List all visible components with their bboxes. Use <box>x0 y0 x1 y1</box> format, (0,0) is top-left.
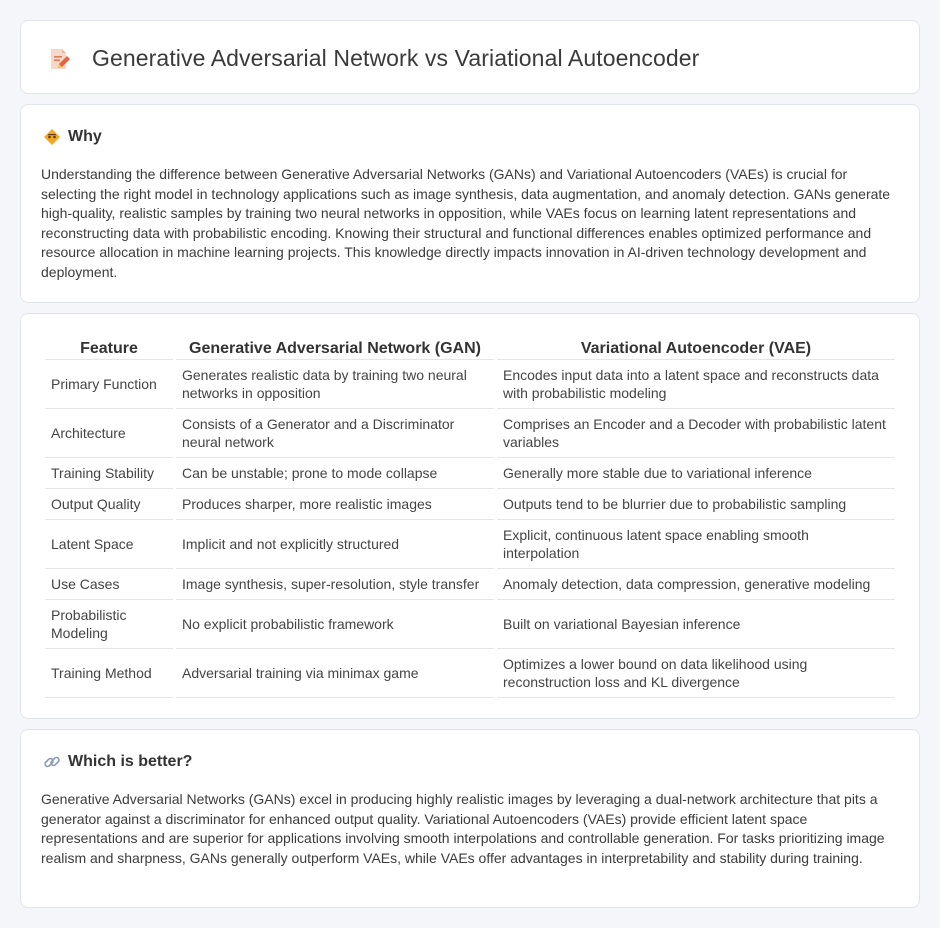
vae-cell: Optimizes a lower bound on data likelihood using reconstruction loss and KL divergence <box>497 649 895 698</box>
table-row <box>45 600 895 649</box>
vae-cell: Anomaly detection, data compression, generative modeling <box>497 569 895 600</box>
gan-cell: Generates realistic data by training two neural networks in opposition <box>176 360 494 409</box>
gan-cell: Consists of a Generator and a Discriminator neural network <box>176 409 494 458</box>
better-title: Which is better? <box>68 753 193 770</box>
better-heading <box>43 752 192 772</box>
vae-cell: Comprises an Encoder and a Decoder with probabilistic latent variables <box>497 409 895 458</box>
feature-cell: Use Cases <box>45 569 173 600</box>
header-vae: Variational Autoencoder (VAE) <box>497 333 895 360</box>
gan-cell: Can be unstable; prone to mode collapse <box>176 458 494 489</box>
table-row <box>45 520 895 569</box>
comparison-section <box>20 313 920 719</box>
gan-cell: Produces sharper, more realistic images <box>176 489 494 520</box>
table-row <box>45 569 895 600</box>
gan-cell: Image synthesis, super-resolution, style transfer <box>176 569 494 600</box>
feature-cell: Training Stability <box>45 458 173 489</box>
table-header-row <box>45 333 895 360</box>
gan-cell: Implicit and not explicitly structured <box>176 520 494 569</box>
vae-cell: Generally more stable due to variational inference <box>497 458 895 489</box>
table-row <box>45 489 895 520</box>
feature-cell: Latent Space <box>45 520 173 569</box>
feature-cell: Probabilistic Modeling <box>45 600 173 649</box>
table-row <box>45 409 895 458</box>
feature-cell: Training Method <box>45 649 173 698</box>
vae-cell: Built on variational Bayesian inference <box>497 600 895 649</box>
table-row <box>45 649 895 698</box>
vae-cell: Encodes input data into a latent space and reconstructs data with probabilistic modeling <box>497 360 895 409</box>
feature-cell: Output Quality <box>45 489 173 520</box>
why-title: Why <box>68 128 102 145</box>
vae-cell: Explicit, continuous latent space enabling smooth interpolation <box>497 520 895 569</box>
table-row <box>45 458 895 489</box>
why-text: Understanding the difference between Generative Adversarial Networks (GANs) and Variational Autoencoders (VAEs) is crucial for selecting the right model in technology applications such as image synthesis, data augmentation, and anomaly detection. GANs generate high-quality, realistic samples by training two neural networks in opposition, while VAEs focus on learning latent representations and reconstructing data with probabilistic encoding. Knowing their structural and functional differences enables optimized performance and resource allocation in machine learning projects. This knowledge directly impacts innovation in AI-driven technology development and deployment. <box>41 166 891 280</box>
edit-document-icon <box>47 47 71 71</box>
why-section <box>20 104 920 303</box>
which-is-better-section <box>20 729 920 908</box>
gan-cell: No explicit probabilistic framework <box>176 600 494 649</box>
gan-cell: Adversarial training via minimax game <box>176 649 494 698</box>
table-row <box>45 360 895 409</box>
better-text: Generative Adversarial Networks (GANs) excel in producing highly realistic images by leveraging a dual-network architecture that pits a generator against a discriminator for enhanced output quality. Variational Autoencoders (VAEs) provide efficient latent space representations and are superior for applications involving smooth interpolations and controllable generation. For tasks prioritizing image realism and sharpness, GANs generally outperform VAEs, while VAEs offer advantages in interpretability and stability during training. <box>41 791 885 866</box>
lightbulb-icon <box>43 128 61 146</box>
title-card <box>20 20 920 94</box>
header-feature: Feature <box>45 333 173 360</box>
page-title: Generative Adversarial Network vs Variational Autoencoder <box>92 45 700 71</box>
header-gan: Generative Adversarial Network (GAN) <box>176 333 494 360</box>
why-heading <box>43 127 102 147</box>
comparison-table <box>42 333 898 698</box>
link-icon <box>43 753 61 771</box>
feature-cell: Primary Function <box>45 360 173 409</box>
vae-cell: Outputs tend to be blurrier due to probabilistic sampling <box>497 489 895 520</box>
feature-cell: Architecture <box>45 409 173 458</box>
